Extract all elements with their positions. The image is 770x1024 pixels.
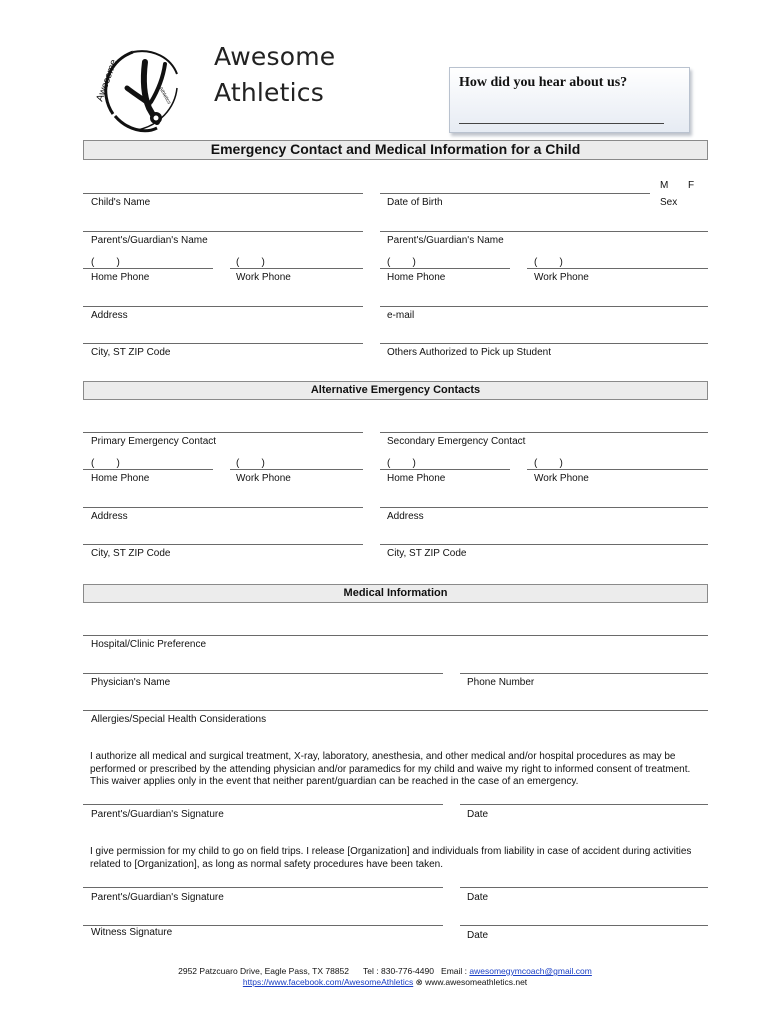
allergies-label: Allergies/Special Health Considerations [91, 714, 267, 725]
date2-line[interactable] [460, 887, 708, 888]
work-phone-label: Work Phone [534, 473, 589, 484]
brand-logo [93, 44, 187, 136]
signature1-label: Parent's/Guardian's Signature [91, 809, 224, 820]
hospital-label: Hospital/Clinic Preference [91, 639, 207, 650]
phone-area-code: ( ) [387, 458, 416, 469]
signature2-label: Parent's/Guardian's Signature [91, 892, 224, 903]
phone-area-code: ( ) [387, 257, 416, 268]
footer-website[interactable]: www.awesomeathletics.net [425, 977, 528, 987]
phone-number-label: Phone Number [467, 677, 535, 688]
primary-address-line[interactable] [83, 507, 363, 508]
primary-city-line[interactable] [83, 544, 363, 545]
footer-separator-icon: ⊗ [415, 977, 423, 987]
home-phone-label: Home Phone [387, 272, 446, 283]
footer-facebook-link[interactable]: https://www.facebook.com/AwesomeAthletics [242, 977, 414, 987]
primary-contact-line[interactable] [83, 432, 363, 433]
work-phone-label: Work Phone [236, 272, 291, 283]
address-label: Address [91, 511, 128, 522]
city-label: City, ST ZIP Code [91, 347, 171, 358]
signature1-line[interactable] [83, 804, 443, 805]
phone-area-code: ( ) [91, 458, 120, 469]
physician-phone-line[interactable] [460, 673, 708, 674]
how-did-you-hear-box [449, 67, 690, 133]
footer-tel: Tel : 830-776-4490 [363, 966, 434, 976]
address-line[interactable] [83, 306, 363, 307]
work-phone-label: Work Phone [236, 473, 291, 484]
parent1-work-phone-line[interactable] [230, 268, 363, 269]
date1-label: Date [467, 809, 489, 820]
parent2-name-line[interactable] [380, 231, 708, 232]
phone-area-code: ( ) [91, 257, 120, 268]
svg-text:Athletics: Athletics [157, 86, 172, 106]
footer-email-link[interactable]: awesomegymcoach@gmail.com [469, 966, 592, 976]
address-label: Address [387, 511, 424, 522]
brand-name-line1: Awesome [214, 42, 336, 71]
gymnast-logo-icon [93, 44, 187, 136]
date-of-birth-label: Date of Birth [387, 197, 443, 208]
parent2-work-phone-line[interactable] [527, 268, 708, 269]
sex-label: Sex [660, 197, 678, 208]
date2-label: Date [467, 892, 489, 903]
parent2-home-phone-line[interactable] [380, 268, 510, 269]
sex-option-f[interactable]: F [688, 180, 695, 191]
address-label: Address [91, 310, 128, 321]
signature2-line[interactable] [83, 887, 443, 888]
sex-option-m[interactable]: M [660, 180, 669, 191]
footer-contact-line [0, 966, 770, 976]
how-did-you-hear-question: How did you hear about us? [459, 75, 628, 90]
secondary-home-phone-line[interactable] [380, 469, 510, 470]
childs-name-line[interactable] [83, 193, 363, 194]
primary-contact-label: Primary Emergency Contact [91, 436, 217, 447]
authorization-paragraph: I authorize all medical and surgical treatment, X-ray, laboratory, anesthesia, and other medical and/or hospital procedures as may be performed or prescribed by the attending physician and/or paramedics for my child and waive my right to informed consent of treatment. This waiver applies only in the event that neither parent/guardian can be reached in the case of an emergency. [90, 751, 691, 787]
home-phone-label: Home Phone [387, 473, 446, 484]
secondary-address-line[interactable] [380, 507, 708, 508]
secondary-work-phone-line[interactable] [527, 469, 708, 470]
phone-area-code: ( ) [236, 458, 265, 469]
email-label: e-mail [387, 310, 415, 321]
witness-line[interactable] [83, 925, 443, 926]
phone-area-code: ( ) [534, 458, 563, 469]
hospital-line[interactable] [83, 635, 708, 636]
medical-information-heading: Medical Information [83, 584, 708, 603]
work-phone-label: Work Phone [534, 272, 589, 283]
allergies-line[interactable] [83, 710, 708, 711]
witness-label: Witness Signature [91, 927, 173, 938]
others-authorized-label: Others Authorized to Pick up Student [387, 347, 551, 358]
footer-email-label: Email : [441, 966, 468, 976]
city-line[interactable] [83, 343, 363, 344]
secondary-city-line[interactable] [380, 544, 708, 545]
parent1-home-phone-line[interactable] [83, 268, 213, 269]
parent1-name-line[interactable] [83, 231, 363, 232]
childs-name-label: Child's Name [91, 197, 151, 208]
home-phone-label: Home Phone [91, 473, 150, 484]
field-trip-paragraph: I give permission for my child to go on field trips. I release [Organization] and individuals from liability in case of accident during activities related to [Organization], as long as normal safety procedures have been taken. [90, 846, 692, 870]
secondary-contact-label: Secondary Emergency Contact [387, 436, 526, 447]
footer-web-line [0, 977, 770, 988]
home-phone-label: Home Phone [91, 272, 150, 283]
brand-name-line2: Athletics [214, 78, 324, 107]
footer-address: 2952 Patzcuaro Drive, Eagle Pass, TX 78852 [178, 966, 350, 976]
date1-line[interactable] [460, 804, 708, 805]
how-did-you-hear-answer-line[interactable] [459, 123, 664, 124]
secondary-contact-line[interactable] [380, 432, 708, 433]
form-title: Emergency Contact and Medical Information for a Child [83, 140, 708, 160]
date-of-birth-line[interactable] [380, 193, 650, 194]
email-line[interactable] [380, 306, 708, 307]
svg-text:Awesome: Awesome [94, 58, 120, 104]
alternative-contacts-heading: Alternative Emergency Contacts [83, 381, 708, 400]
date3-line[interactable] [460, 925, 708, 926]
date3-label: Date [467, 930, 489, 941]
city-label: City, ST ZIP Code [387, 548, 467, 559]
others-authorized-line[interactable] [380, 343, 708, 344]
primary-home-phone-line[interactable] [83, 469, 213, 470]
parent2-name-label: Parent's/Guardian's Name [387, 235, 504, 246]
physician-label: Physician's Name [91, 677, 171, 688]
primary-work-phone-line[interactable] [230, 469, 363, 470]
city-label: City, ST ZIP Code [91, 548, 171, 559]
parent1-name-label: Parent's/Guardian's Name [91, 235, 208, 246]
phone-area-code: ( ) [534, 257, 563, 268]
phone-area-code: ( ) [236, 257, 265, 268]
physician-line[interactable] [83, 673, 443, 674]
